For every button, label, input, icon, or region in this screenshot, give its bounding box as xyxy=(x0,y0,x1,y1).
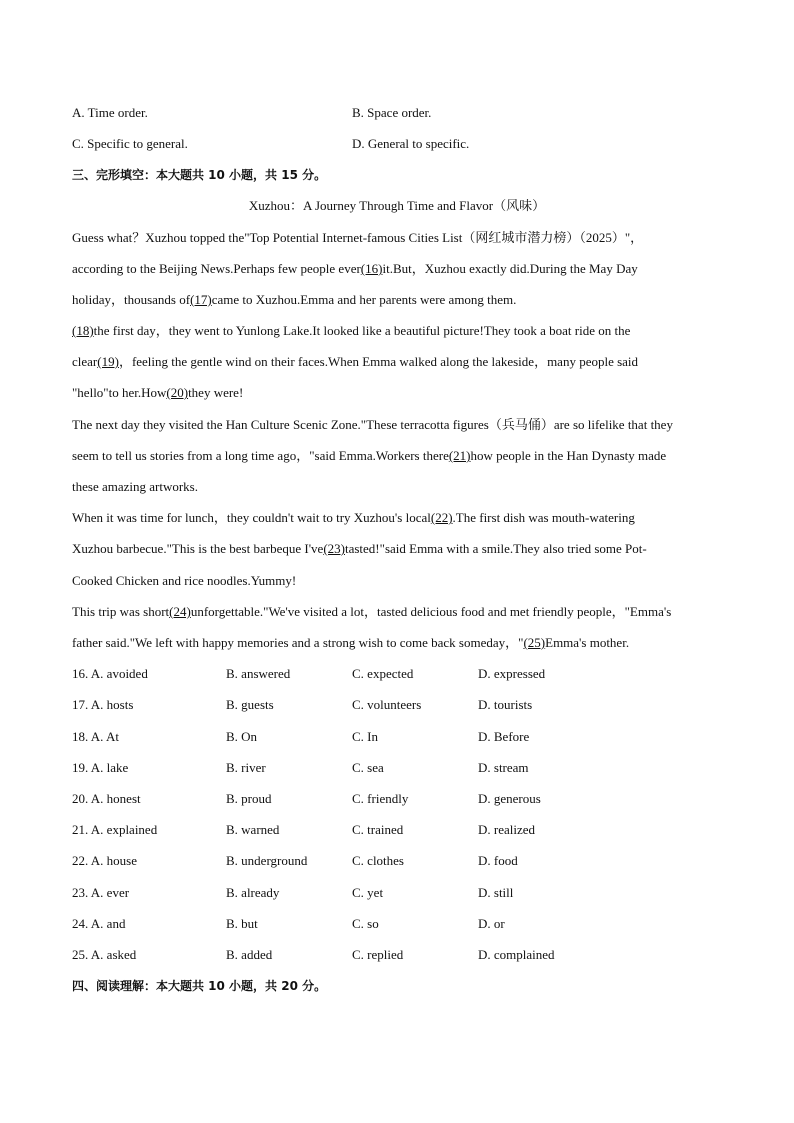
question-option-a: 16. A. avoided xyxy=(72,666,148,681)
blank-20: (20) xyxy=(166,385,189,400)
question-option-c: C. volunteers xyxy=(352,697,422,712)
passage-text: When it was time for lunch，they couldn't wait to try Xuzhou's local xyxy=(72,510,431,525)
blank-24: (24) xyxy=(169,604,191,619)
passage-text: "hello"to her.How xyxy=(72,385,167,400)
question-row-22 xyxy=(72,852,722,870)
question-option-b: B. underground xyxy=(226,853,308,868)
question-option-b: B. answered xyxy=(226,666,291,681)
question-option-b: B. On xyxy=(226,729,258,744)
question-option-a: 17. A. hosts xyxy=(72,697,134,712)
blank-22: (22) xyxy=(430,510,453,525)
blank-16: (16) xyxy=(360,261,383,276)
option-b: B. Space order. xyxy=(352,105,432,120)
question-option-d: D. stream xyxy=(478,760,529,775)
option-a: A. Time order. xyxy=(72,105,148,120)
question-option-c: C. trained xyxy=(352,822,404,837)
question-option-a: 20. A. honest xyxy=(72,791,141,806)
question-option-b: B. proud xyxy=(226,791,272,806)
question-option-c: C. friendly xyxy=(352,791,409,806)
question-option-b: B. river xyxy=(226,760,266,775)
passage-text: ，feeling the gentle wind on their faces.When Emma walked along the lakeside，many people said xyxy=(118,354,639,369)
passage-text: seem to tell us stories from a long time ago，"said Emma.Workers there xyxy=(72,448,449,463)
prev-options-row-2 xyxy=(72,135,722,153)
passage-text: according to the Beijing News.Perhaps few people ever xyxy=(72,261,361,276)
passage-line-11 xyxy=(72,540,647,558)
question-row-24 xyxy=(72,915,722,933)
question-row-21 xyxy=(72,821,722,839)
section-3-heading: 三、完形填空：本大题共 10 小题，共 15 分。 xyxy=(72,168,327,182)
question-option-d: D. Before xyxy=(478,729,530,744)
passage-text: came to Xuzhou.Emma and her parents were among them. xyxy=(211,292,517,307)
question-option-a: 22. A. house xyxy=(72,853,137,868)
blank-19: (19) xyxy=(97,354,119,369)
passage-line-4 xyxy=(72,322,630,340)
passage-line-10 xyxy=(72,509,635,527)
question-option-d: D. realized xyxy=(478,822,536,837)
question-row-17 xyxy=(72,696,722,714)
question-option-d: D. generous xyxy=(478,791,541,806)
blank-21: (21) xyxy=(448,448,471,463)
question-option-d: D. complained xyxy=(478,947,555,962)
question-option-c: C. sea xyxy=(352,760,384,775)
passage-line-1: Guess what？Xuzhou topped the"Top Potential Internet-famous Cities List（网红城市潜力榜）（2025）"， xyxy=(72,230,644,245)
question-option-b: B. added xyxy=(226,947,273,962)
question-row-20 xyxy=(72,790,722,808)
blank-25: (25) xyxy=(523,635,546,650)
passage-text: they were! xyxy=(188,385,244,400)
option-c: C. Specific to general. xyxy=(72,136,188,151)
question-row-16 xyxy=(72,665,722,683)
passage-text: clear xyxy=(72,354,98,369)
question-option-b: B. warned xyxy=(226,822,280,837)
passage-text: Xuzhou barbecue."This is the best barbeque I've xyxy=(72,541,324,556)
passage-text: Emma's mother. xyxy=(545,635,630,650)
passage-line-6 xyxy=(72,384,243,402)
question-option-d: D. expressed xyxy=(478,666,546,681)
passage-line-12: Cooked Chicken and rice noodles.Yummy! xyxy=(72,573,297,588)
section-4-heading: 四、阅读理解：本大题共 10 小题，共 20 分。 xyxy=(72,979,327,993)
prev-options-row-1 xyxy=(72,104,722,122)
question-option-a: 24. A. and xyxy=(72,916,126,931)
question-option-c: C. In xyxy=(352,729,378,744)
passage-line-9: these amazing artworks. xyxy=(72,479,198,494)
question-option-a: 25. A. asked xyxy=(72,947,137,962)
option-d: D. General to specific. xyxy=(352,136,470,151)
question-option-a: 19. A. lake xyxy=(72,760,129,775)
passage-line-3 xyxy=(72,291,516,309)
passage-text: the first day，they went to Yunlong Lake.It looked like a beautiful picture!They took a boat ride on the xyxy=(93,323,631,338)
question-option-d: D. or xyxy=(478,916,505,931)
passage-line-14 xyxy=(72,634,629,652)
passage-text: This trip was short xyxy=(72,604,170,619)
passage-line-2 xyxy=(72,260,638,278)
question-option-a: 23. A. ever xyxy=(72,885,130,900)
passage-text: father said."We left with happy memories and a strong wish to come back someday，" xyxy=(72,635,524,650)
question-row-25 xyxy=(72,946,722,964)
question-option-a: 18. A. At xyxy=(72,729,119,744)
passage-title: Xuzhou：A Journey Through Time and Flavor（风味） xyxy=(248,198,546,213)
passage-line-5 xyxy=(72,353,638,371)
question-row-18 xyxy=(72,728,722,746)
passage-text: unforgettable."We've visited a lot，tasted delicious food and met friendly people，"Emma's xyxy=(190,604,672,619)
passage-text: how people in the Han Dynasty made xyxy=(470,448,667,463)
question-option-b: B. guests xyxy=(226,697,274,712)
passage-line-8 xyxy=(72,447,666,465)
passage-line-7: The next day they visited the Han Culture Scenic Zone."These terracotta figures（兵马俑）are so lifelike that they xyxy=(72,417,673,432)
passage-text: tasted!"said Emma with a smile.They also tried some Pot- xyxy=(344,541,647,556)
passage-line-13 xyxy=(72,603,671,621)
question-option-c: C. yet xyxy=(352,885,384,900)
passage-text: holiday，thousands of xyxy=(72,292,191,307)
question-row-19 xyxy=(72,759,722,777)
passage-text: it.But，Xuzhou exactly did.During the May Day xyxy=(382,261,638,276)
question-option-c: C. clothes xyxy=(352,853,404,868)
question-option-d: D. still xyxy=(478,885,514,900)
blank-23: (23) xyxy=(323,541,345,556)
question-option-a: 21. A. explained xyxy=(72,822,158,837)
blank-17: (17) xyxy=(190,292,212,307)
blank-18: (18) xyxy=(72,323,94,338)
question-option-c: C. expected xyxy=(352,666,414,681)
question-option-d: D. food xyxy=(478,853,518,868)
question-option-d: D. tourists xyxy=(478,697,533,712)
passage-text: .The first dish was mouth-watering xyxy=(452,510,635,525)
question-option-b: B. already xyxy=(226,885,280,900)
question-option-b: B. but xyxy=(226,916,258,931)
question-option-c: C. replied xyxy=(352,947,404,962)
question-option-c: C. so xyxy=(352,916,379,931)
question-row-23 xyxy=(72,884,722,902)
